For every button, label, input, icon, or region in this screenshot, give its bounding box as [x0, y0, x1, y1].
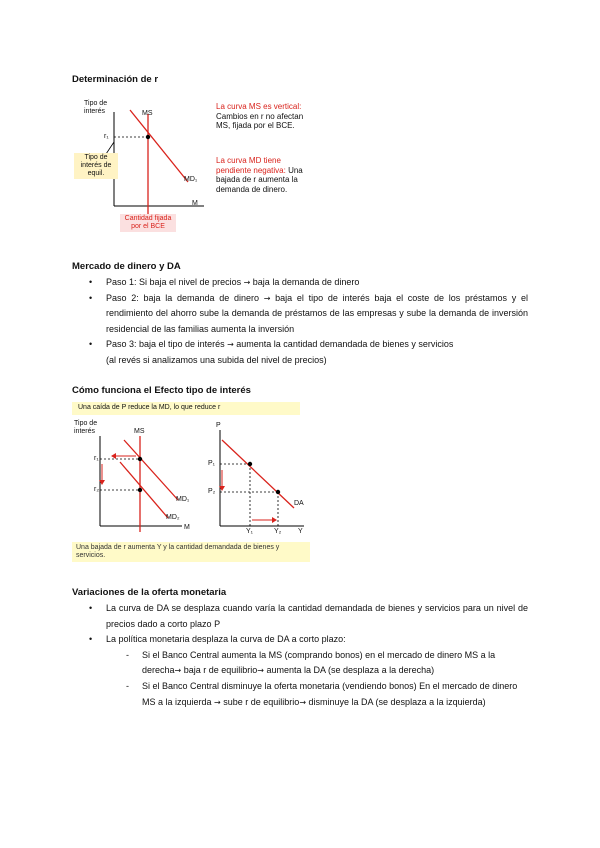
- sub-aumenta-ms: [106, 648, 528, 679]
- eq-point-1: [138, 457, 142, 461]
- arrow-icon: →: [174, 666, 182, 676]
- r1-label-2: r₁: [94, 455, 99, 462]
- paso3-result: aumenta la cantidad demandada de bienes y servicios: [233, 339, 454, 350]
- paso3-text: Paso 3: baja el tipo de interés: [106, 339, 228, 350]
- section-title-mercado: Mercado de dinero y DA: [72, 261, 181, 272]
- fixed-quantity-note: Cantidad fijada por el BCE: [120, 214, 176, 232]
- politica-text: La política monetaria desplaza la curva de DA a corto plazo:: [106, 634, 346, 645]
- section-title-determinacion: Determinación de r: [72, 74, 159, 85]
- bullet-curva-da: • La curva de DA se desplaza cuando varía la cantidad demandada de bienes y servicios para un nivel de precios dado a corto plazo P: [72, 601, 528, 632]
- bottom-caption: Una bajada de r aumenta Y y la cantidad demandada de bienes y servicios.: [72, 542, 310, 562]
- da-curve: [222, 440, 294, 508]
- equilibrium-note: Tipo de interés de equil.: [74, 153, 118, 179]
- bullet-paso-1: [72, 275, 528, 291]
- note1-black: Cambios en r no afectan MS, fijada por el BCE.: [216, 111, 304, 130]
- md1-label: MD₁: [184, 176, 198, 183]
- paso1-text: Paso 1: Si baja el nivel de precios: [106, 277, 244, 287]
- sub2-text-b: sube r de equilibrio: [220, 696, 300, 707]
- note-ms-vertical: [216, 102, 306, 131]
- y2-label: Y₂: [274, 528, 282, 535]
- md1-label-2: MD₁: [176, 496, 190, 503]
- sub1-text-c: aumenta la DA (se desplaza a la derecha): [264, 665, 435, 676]
- paso2-result: baja el tipo de interés baja el coste de los préstamos y el rendimiento del ahorro sube la demanda de préstamos de las empresas y sube la demanda de inversión residencial de las familias aumenta la inversión: [106, 292, 528, 334]
- note2-black: Una bajada de r aumenta la demanda de dinero.: [216, 165, 303, 194]
- bullet-paso-2: [72, 291, 528, 338]
- sub2-text-c: disminuye la DA (se desplaza a la izquierda): [306, 696, 486, 707]
- md1-curve: [124, 440, 178, 500]
- top-caption: Una caída de P reduce la MD, lo que reduce r: [72, 402, 300, 415]
- eq-point-2: [138, 488, 142, 492]
- p-axis-label: P: [216, 422, 221, 429]
- sub1-text-b: baja r de equilibrio: [181, 665, 258, 676]
- arrow-icon: →: [243, 278, 251, 287]
- politica-sub-list: [106, 648, 528, 710]
- p1-label: P₁: [208, 460, 216, 467]
- arrow-icon: →: [299, 697, 307, 707]
- bullet-paso-3: [72, 337, 528, 368]
- section-title-efecto: Cómo funciona el Efecto tipo de interés: [72, 385, 251, 396]
- paso1-result: baja la demanda de dinero: [250, 277, 360, 287]
- paso3-note: (al revés si analizamos una subida del nivel de precios): [106, 354, 327, 365]
- ms-label-2: MS: [134, 428, 145, 435]
- arrow-icon: →: [214, 697, 221, 707]
- section-title-variaciones: Variaciones de la oferta monetaria: [72, 587, 227, 598]
- md2-curve: [120, 462, 168, 518]
- paso2-text: Paso 2: baja la demanda de dinero: [106, 292, 264, 303]
- arrow-icon: →: [227, 340, 234, 350]
- note1-red: La curva MS es vertical:: [216, 102, 302, 111]
- r2-label: r₂: [94, 486, 100, 493]
- mercado-bullet-list: [72, 275, 528, 369]
- variaciones-bullet-list: [72, 601, 528, 710]
- ms-label: MS: [142, 110, 153, 117]
- md-curve: [130, 110, 188, 182]
- r1-label: r₁: [104, 133, 109, 140]
- md2-label: MD₂: [166, 514, 180, 521]
- da-point-1: [248, 462, 252, 466]
- arrow-icon: →: [263, 293, 271, 303]
- m-label: M: [184, 524, 190, 531]
- shift-arrowhead: [111, 453, 116, 459]
- sub1-text-a: Si el Banco Central aumenta la MS (comprando bonos) en el mercado de dinero MS a la derecha: [142, 649, 496, 676]
- x-axis-label: M: [192, 200, 198, 207]
- money-market-figure: [80, 96, 314, 236]
- note-md-slope: [216, 156, 306, 194]
- arrow-icon: →: [257, 666, 264, 676]
- left-y-label: Tipo de interés: [74, 420, 98, 435]
- y-axis-label: Tipo de interés: [84, 100, 108, 115]
- y-right-arrowhead: [272, 517, 277, 523]
- y1-label: Y₁: [246, 528, 254, 535]
- equilibrium-point: [146, 135, 150, 139]
- bullet-politica-monetaria: [72, 632, 528, 710]
- da-point-2: [276, 490, 280, 494]
- sub2-text-a: Si el Banco Central disminuye la oferta monetaria (vendiendo bonos) En el mercado de dinero MS a la izquierda: [142, 680, 518, 707]
- p2-label: P₂: [208, 488, 216, 495]
- sub-disminuye-ms: [106, 679, 528, 710]
- note2-red: La curva MD tiene pendiente negativa:: [216, 156, 286, 175]
- da-label: DA: [294, 500, 304, 507]
- interest-effect-figure: [72, 400, 312, 570]
- y-axis-label-2: Y: [298, 528, 303, 535]
